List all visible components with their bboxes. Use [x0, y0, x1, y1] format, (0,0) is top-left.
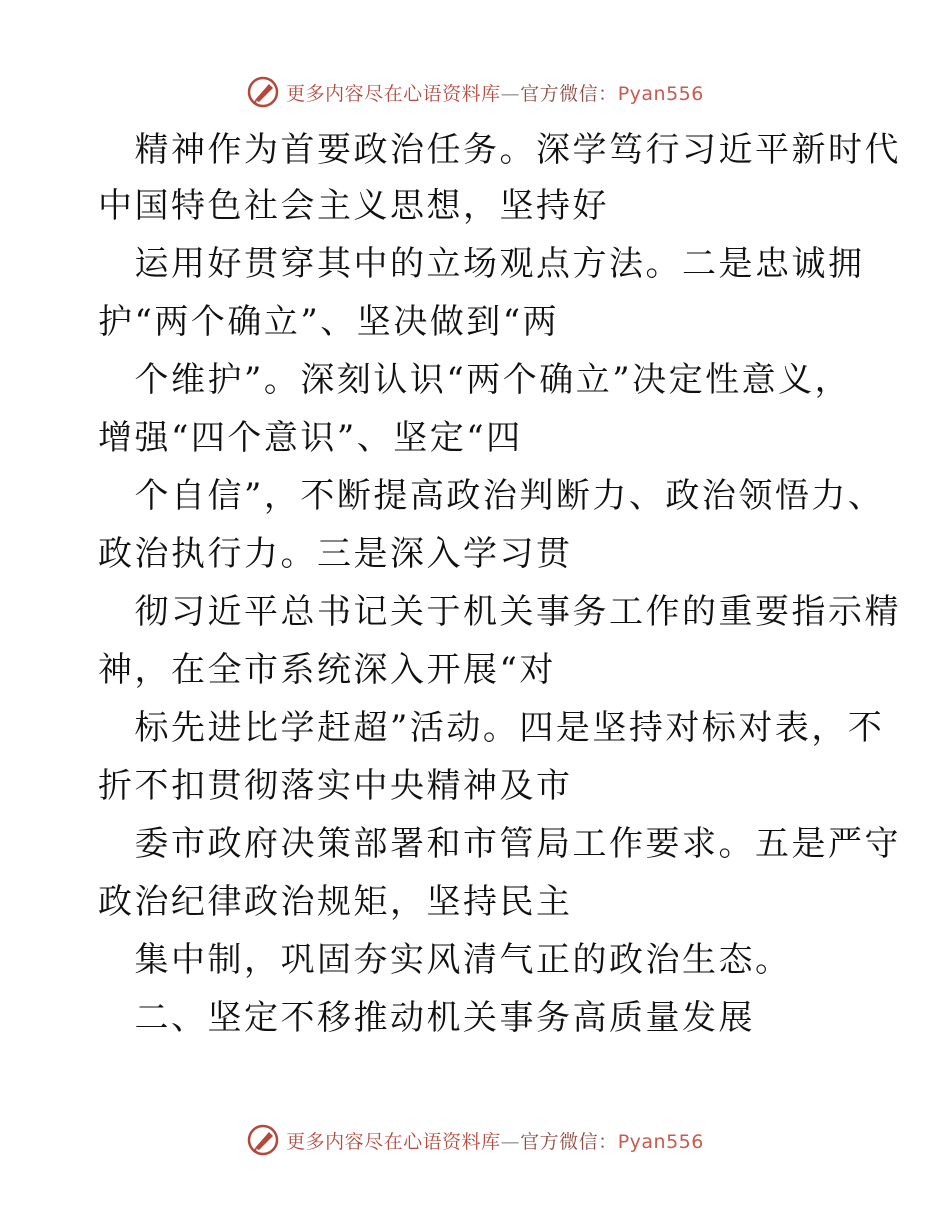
body-line: 折不扣贯彻落实中央精神及市 [98, 766, 573, 806]
body-line: 委市政府决策部署和市管局工作要求。五是严守 [98, 824, 901, 864]
body-line: 中国特色社会主义思想，坚持好 [98, 186, 609, 226]
body-line: 标先进比学赶超”活动。四是坚持对标对表，不 [98, 708, 885, 748]
body-line: 神，在全市系统深入开展“对 [98, 650, 556, 690]
body-line: 政治纪律政治规矩，坚持民主 [98, 882, 573, 922]
footer-watermark-banner [0, 1120, 950, 1160]
header-watermark-banner [0, 72, 950, 112]
body-line: 增强“四个意识”、坚定“四 [98, 418, 523, 458]
body-line: 集中制，巩固夯实风清气正的政治生态。 [98, 940, 792, 980]
pen-logo-icon [246, 75, 280, 109]
body-line: 护“两个确立”、坚决做到“两 [98, 302, 560, 342]
body-line: 政治执行力。三是深入学习贯 [98, 534, 573, 574]
watermark-text: 更多内容尽在心语资料库—官方微信：Pyan556 [286, 82, 704, 105]
body-line: 个维护”。深刻认识“两个确立”决定性意义， [98, 360, 852, 400]
pen-logo-icon [246, 1123, 280, 1157]
body-line: 运用好贯穿其中的立场观点方法。二是忠诚拥 [98, 244, 865, 284]
watermark-text: 更多内容尽在心语资料库—官方微信：Pyan556 [286, 1130, 704, 1153]
body-line: 个自信”，不断提高政治判断力、政治领悟力、 [98, 476, 885, 516]
body-line: 精神作为首要政治任务。深学笃行习近平新时代 [98, 130, 901, 170]
body-line: 彻习近平总书记关于机关事务工作的重要指示精 [98, 592, 901, 632]
section-heading: 二、坚定不移推动机关事务高质量发展 [98, 998, 755, 1038]
